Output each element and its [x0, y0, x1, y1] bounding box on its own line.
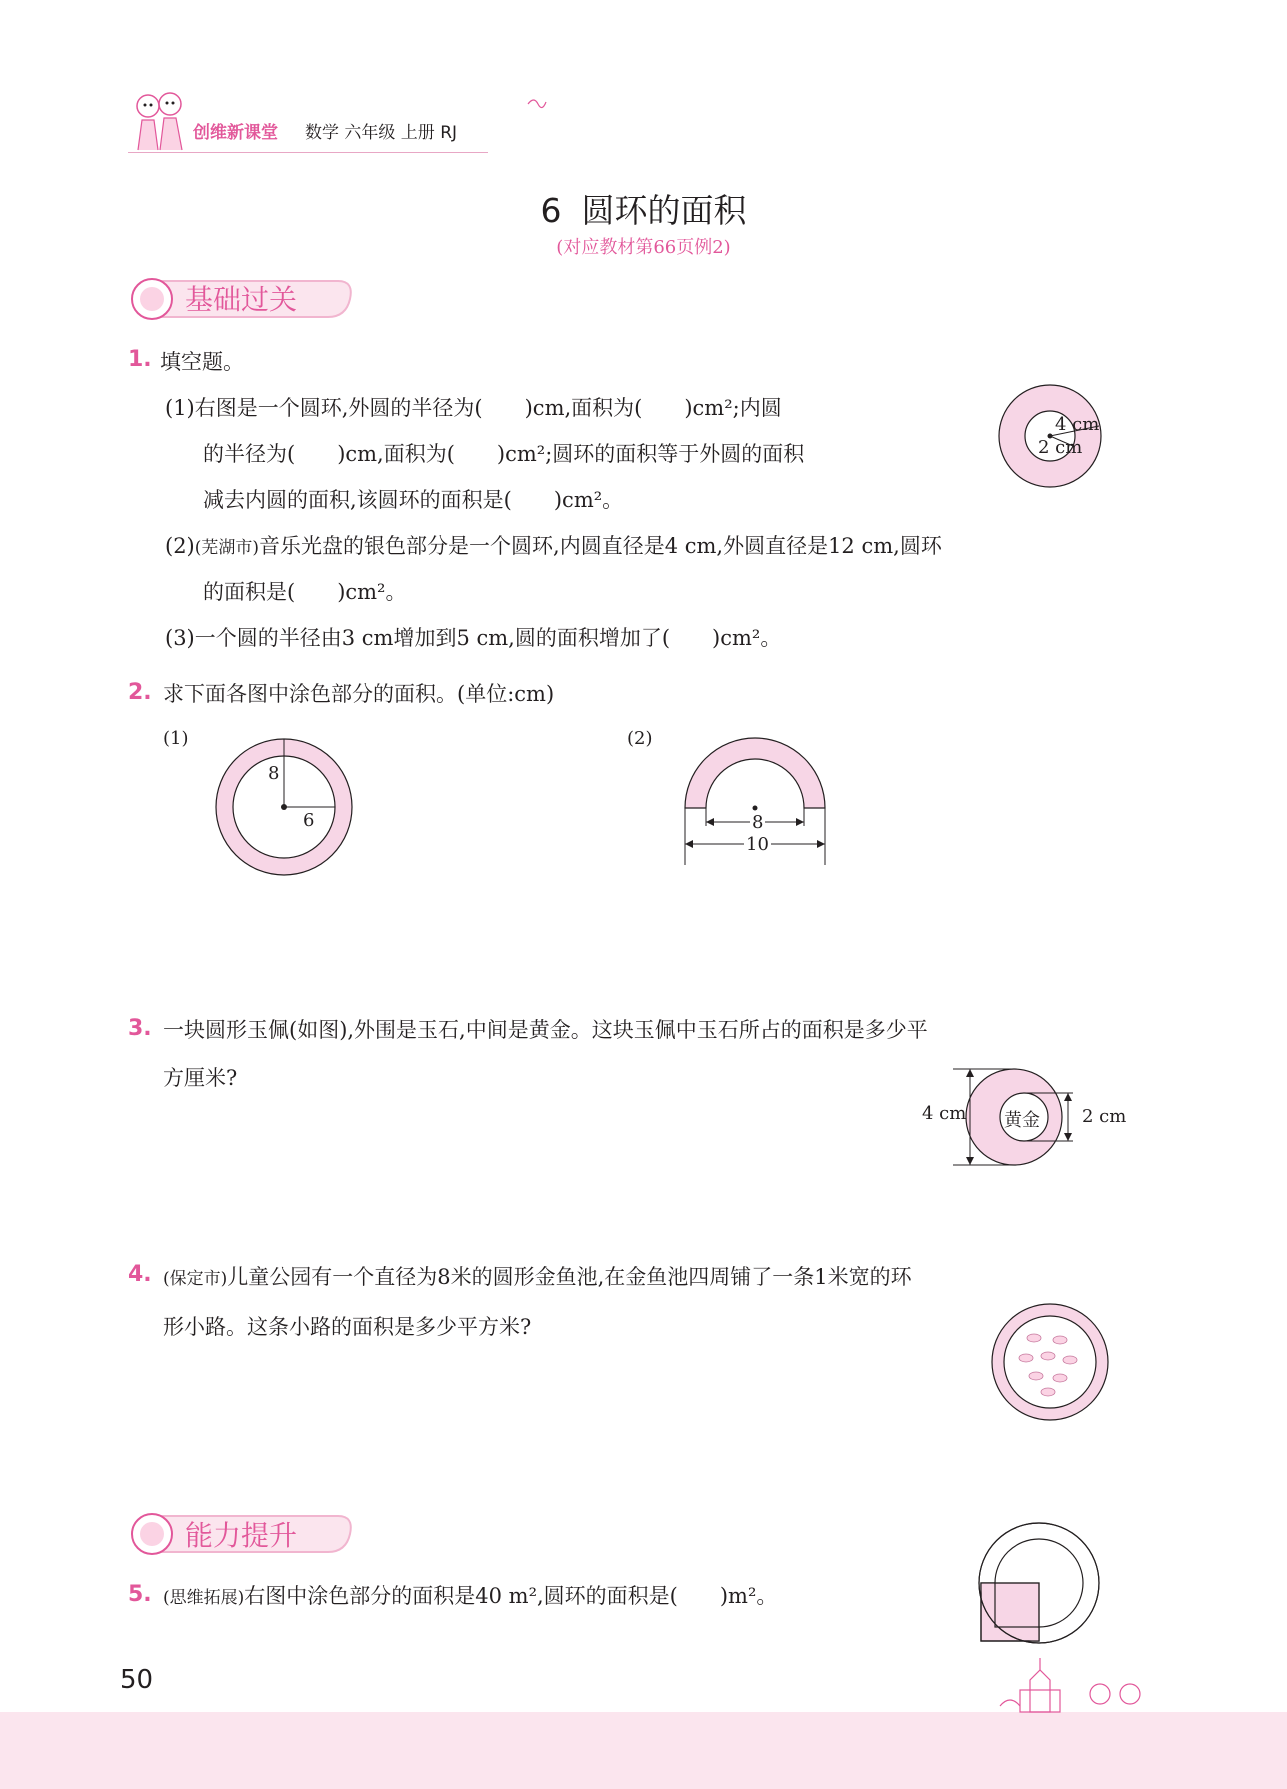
q2-fig1-outer-radius: 8 [268, 763, 280, 784]
section-title-advanced: 能力提升 [185, 1519, 298, 1552]
question-number-4: 4. [128, 1262, 152, 1287]
q5-tag: (思维拓展) [163, 1588, 245, 1608]
q3-figure-center-label: 黄金 [1004, 1110, 1040, 1131]
title-number: 6 [540, 191, 562, 230]
page-subtitle: (对应教材第66页例2) [556, 237, 731, 258]
question-number-2: 2. [128, 680, 152, 705]
children-mascot-icon [128, 88, 190, 154]
q1-title: 填空题。 [160, 350, 244, 374]
q3-figure-inner-label: 2 cm [1082, 1106, 1127, 1127]
q5-text: 右图中涂色部分的面积是40 m²,圆环的面积是( )m²。 [244, 1584, 778, 1608]
header-rule [128, 152, 488, 153]
question-number-5: 5. [128, 1582, 152, 1607]
q1-ring-figure [995, 380, 1105, 490]
q2-fig2-inner-diameter: 8 [752, 812, 764, 833]
q1-part2-prefix: (2) [165, 534, 195, 558]
castle-decoration-icon [990, 1650, 1160, 1714]
flower-icon [526, 96, 548, 112]
question-number-3: 3. [128, 1016, 152, 1041]
q3-line2: 方厘米? [163, 1066, 238, 1090]
header-book-info: 数学 六年级 上册 RJ [305, 123, 458, 143]
q2-fig1-ring [212, 735, 357, 880]
q1-part1-line1: (1)右图是一个圆环,外圆的半径为( )cm,面积为( )cm²;内圆 [165, 396, 782, 420]
q5-line [163, 1580, 777, 1610]
q3-figure-outer-label: 4 cm [922, 1103, 967, 1124]
q1-part1-line3: 减去内圆的面积,该圆环的面积是( )cm²。 [203, 488, 624, 512]
q2-fig1-inner-radius: 6 [303, 810, 315, 831]
section-title-basic: 基础过关 [185, 283, 298, 316]
q3-line1: 一块圆形玉佩(如图),外围是玉石,中间是黄金。这块玉佩中玉石所占的面积是多少平 [163, 1018, 928, 1042]
q4-line2: 形小路。这条小路的面积是多少平方米? [163, 1315, 532, 1339]
q4-line1 [163, 1261, 912, 1291]
q1-part2-text: 音乐光盘的银色部分是一个圆环,内圆直径是4 cm,外圆直径是12 cm,圆环 [259, 534, 942, 558]
q2-fig2-label: (2) [627, 728, 653, 749]
q1-figure-inner-label: 2 cm [1038, 437, 1083, 458]
page-number: 50 [120, 1665, 154, 1695]
page-title [0, 185, 1287, 232]
q1-part2-tag: (芜湖市) [194, 538, 260, 558]
q1-part2-line2: 的面积是( )cm²。 [203, 580, 407, 604]
q4-text: 儿童公园有一个直径为8米的圆形金鱼池,在金鱼池四周铺了一条1米宽的环 [227, 1265, 912, 1289]
q1-part2-line1 [165, 530, 942, 560]
q1-part3: (3)一个圆的半径由3 cm增加到5 cm,圆的面积增加了( )cm²。 [165, 626, 782, 650]
footer-band [0, 1712, 1287, 1789]
q4-fishpond-figure [990, 1302, 1110, 1422]
q2-fig1-label: (1) [163, 728, 189, 749]
question-number-1: 1. [128, 347, 152, 372]
q2-fig2-outer-diameter: 10 [746, 834, 769, 855]
q1-figure-outer-label: 4 cm [1055, 414, 1100, 435]
title-text: 圆环的面积 [581, 191, 747, 230]
q1-part1-line2: 的半径为( )cm,面积为( )cm²;圆环的面积等于外圆的面积 [203, 442, 805, 466]
q5-square-ring-figure [975, 1515, 1105, 1645]
q4-tag: (保定市) [163, 1269, 228, 1289]
header-brand: 创维新课堂 [193, 123, 278, 143]
q2-text: 求下面各图中涂色部分的面积。(单位:cm) [163, 682, 555, 706]
